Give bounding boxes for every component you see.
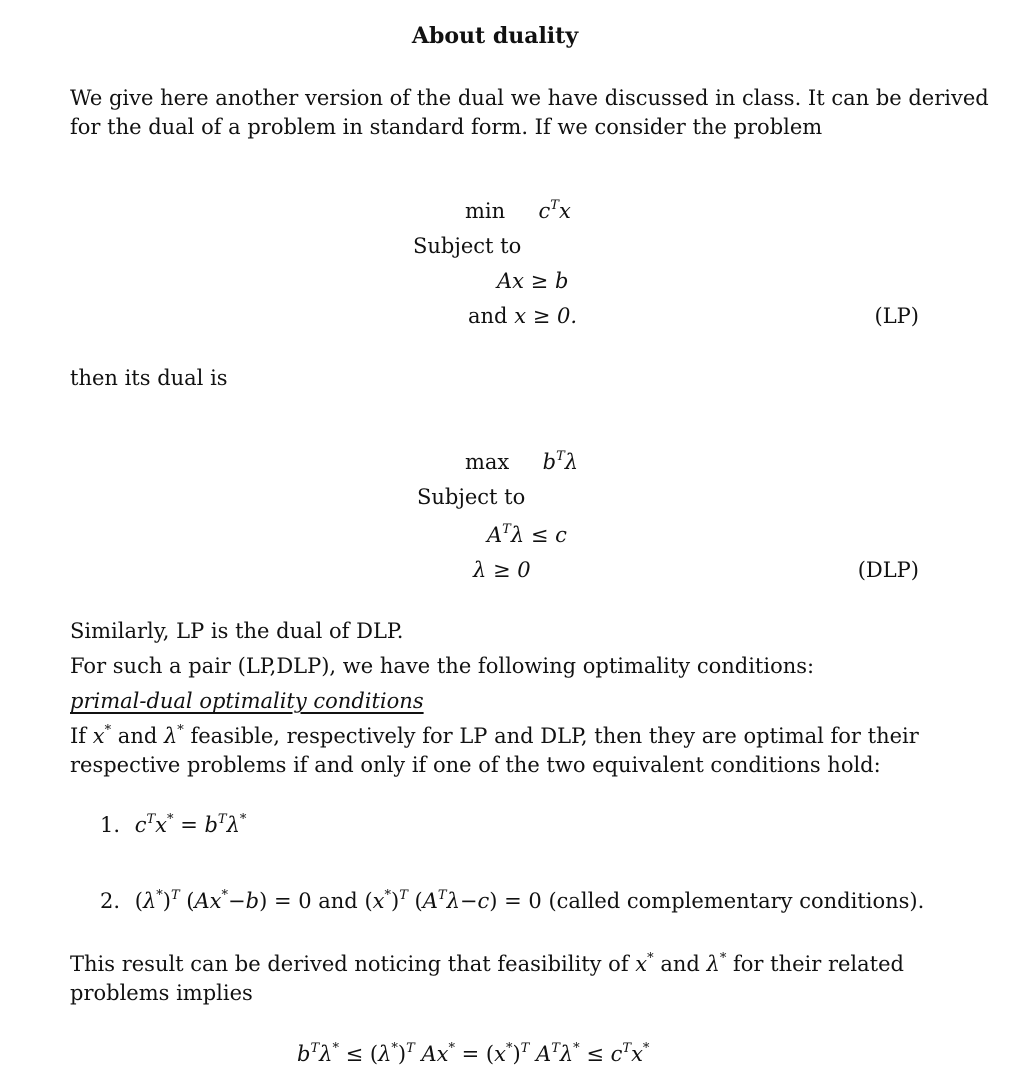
intro-paragraph [70,84,989,142]
equation-tag-dlp: (DLP) [857,558,919,582]
primal-constraint-1: Ax ≥ b [497,269,569,293]
page-title: About duality [411,23,579,49]
inequality-chain: $b^T\lambda^* \le (\lambda^*)^T$ $Ax^* = (x^*)^T$ $A^T\lambda^* \le c^Tx^*$ [297,1041,650,1066]
dual-subject-to: Subject to [417,485,526,509]
similarly-text: Similarly, LP is the dual of DLP. [70,619,404,643]
list-item: 1. $c^Tx^* = b^T\lambda^*$ [100,812,247,837]
for-such-text: For such a pair (LP,DLP), we have the following optimality conditions: [70,654,815,678]
max-operator: max [465,450,510,474]
then-dual-text: then its dual is [70,366,228,390]
primal-subject-to: Subject to [413,234,522,258]
equation-tag-lp: (LP) [874,304,919,328]
result-paragraph: This result can be derived noticing that feasibility of x* and λ* for their related problems implies [70,951,904,1005]
section-heading: primal-dual optimality conditions [70,689,424,713]
intro-line-1: We give here another version of the dual we have discussed in class. It can be derived [70,86,989,110]
min-operator: min [465,199,506,223]
dual-constraint-1: $A^T\lambda \le c$ [487,522,567,547]
primal-objective: $\min c^Tx$ [465,198,571,223]
intro-line-2: for the dual of a problem in standard form. If we consider the problem [70,115,823,139]
dual-objective: $\max b^T\lambda$ [465,449,579,474]
dual-constraint-2: λ ≥ 0 [473,558,531,582]
list-item: 2. $(\lambda^*)^T$ (Ax*−b) = 0 and $(x^*)^T$ $(A^T\lambda-c) = 0$ (called complementary conditions). [100,888,925,913]
if-paragraph: If x* and λ* feasible, respectively for LP and DLP, then they are optimal for their respective problems if and only if one of the two equivalent conditions hold: [70,723,919,777]
primal-constraint-2: and x ≥ 0. [468,304,578,328]
